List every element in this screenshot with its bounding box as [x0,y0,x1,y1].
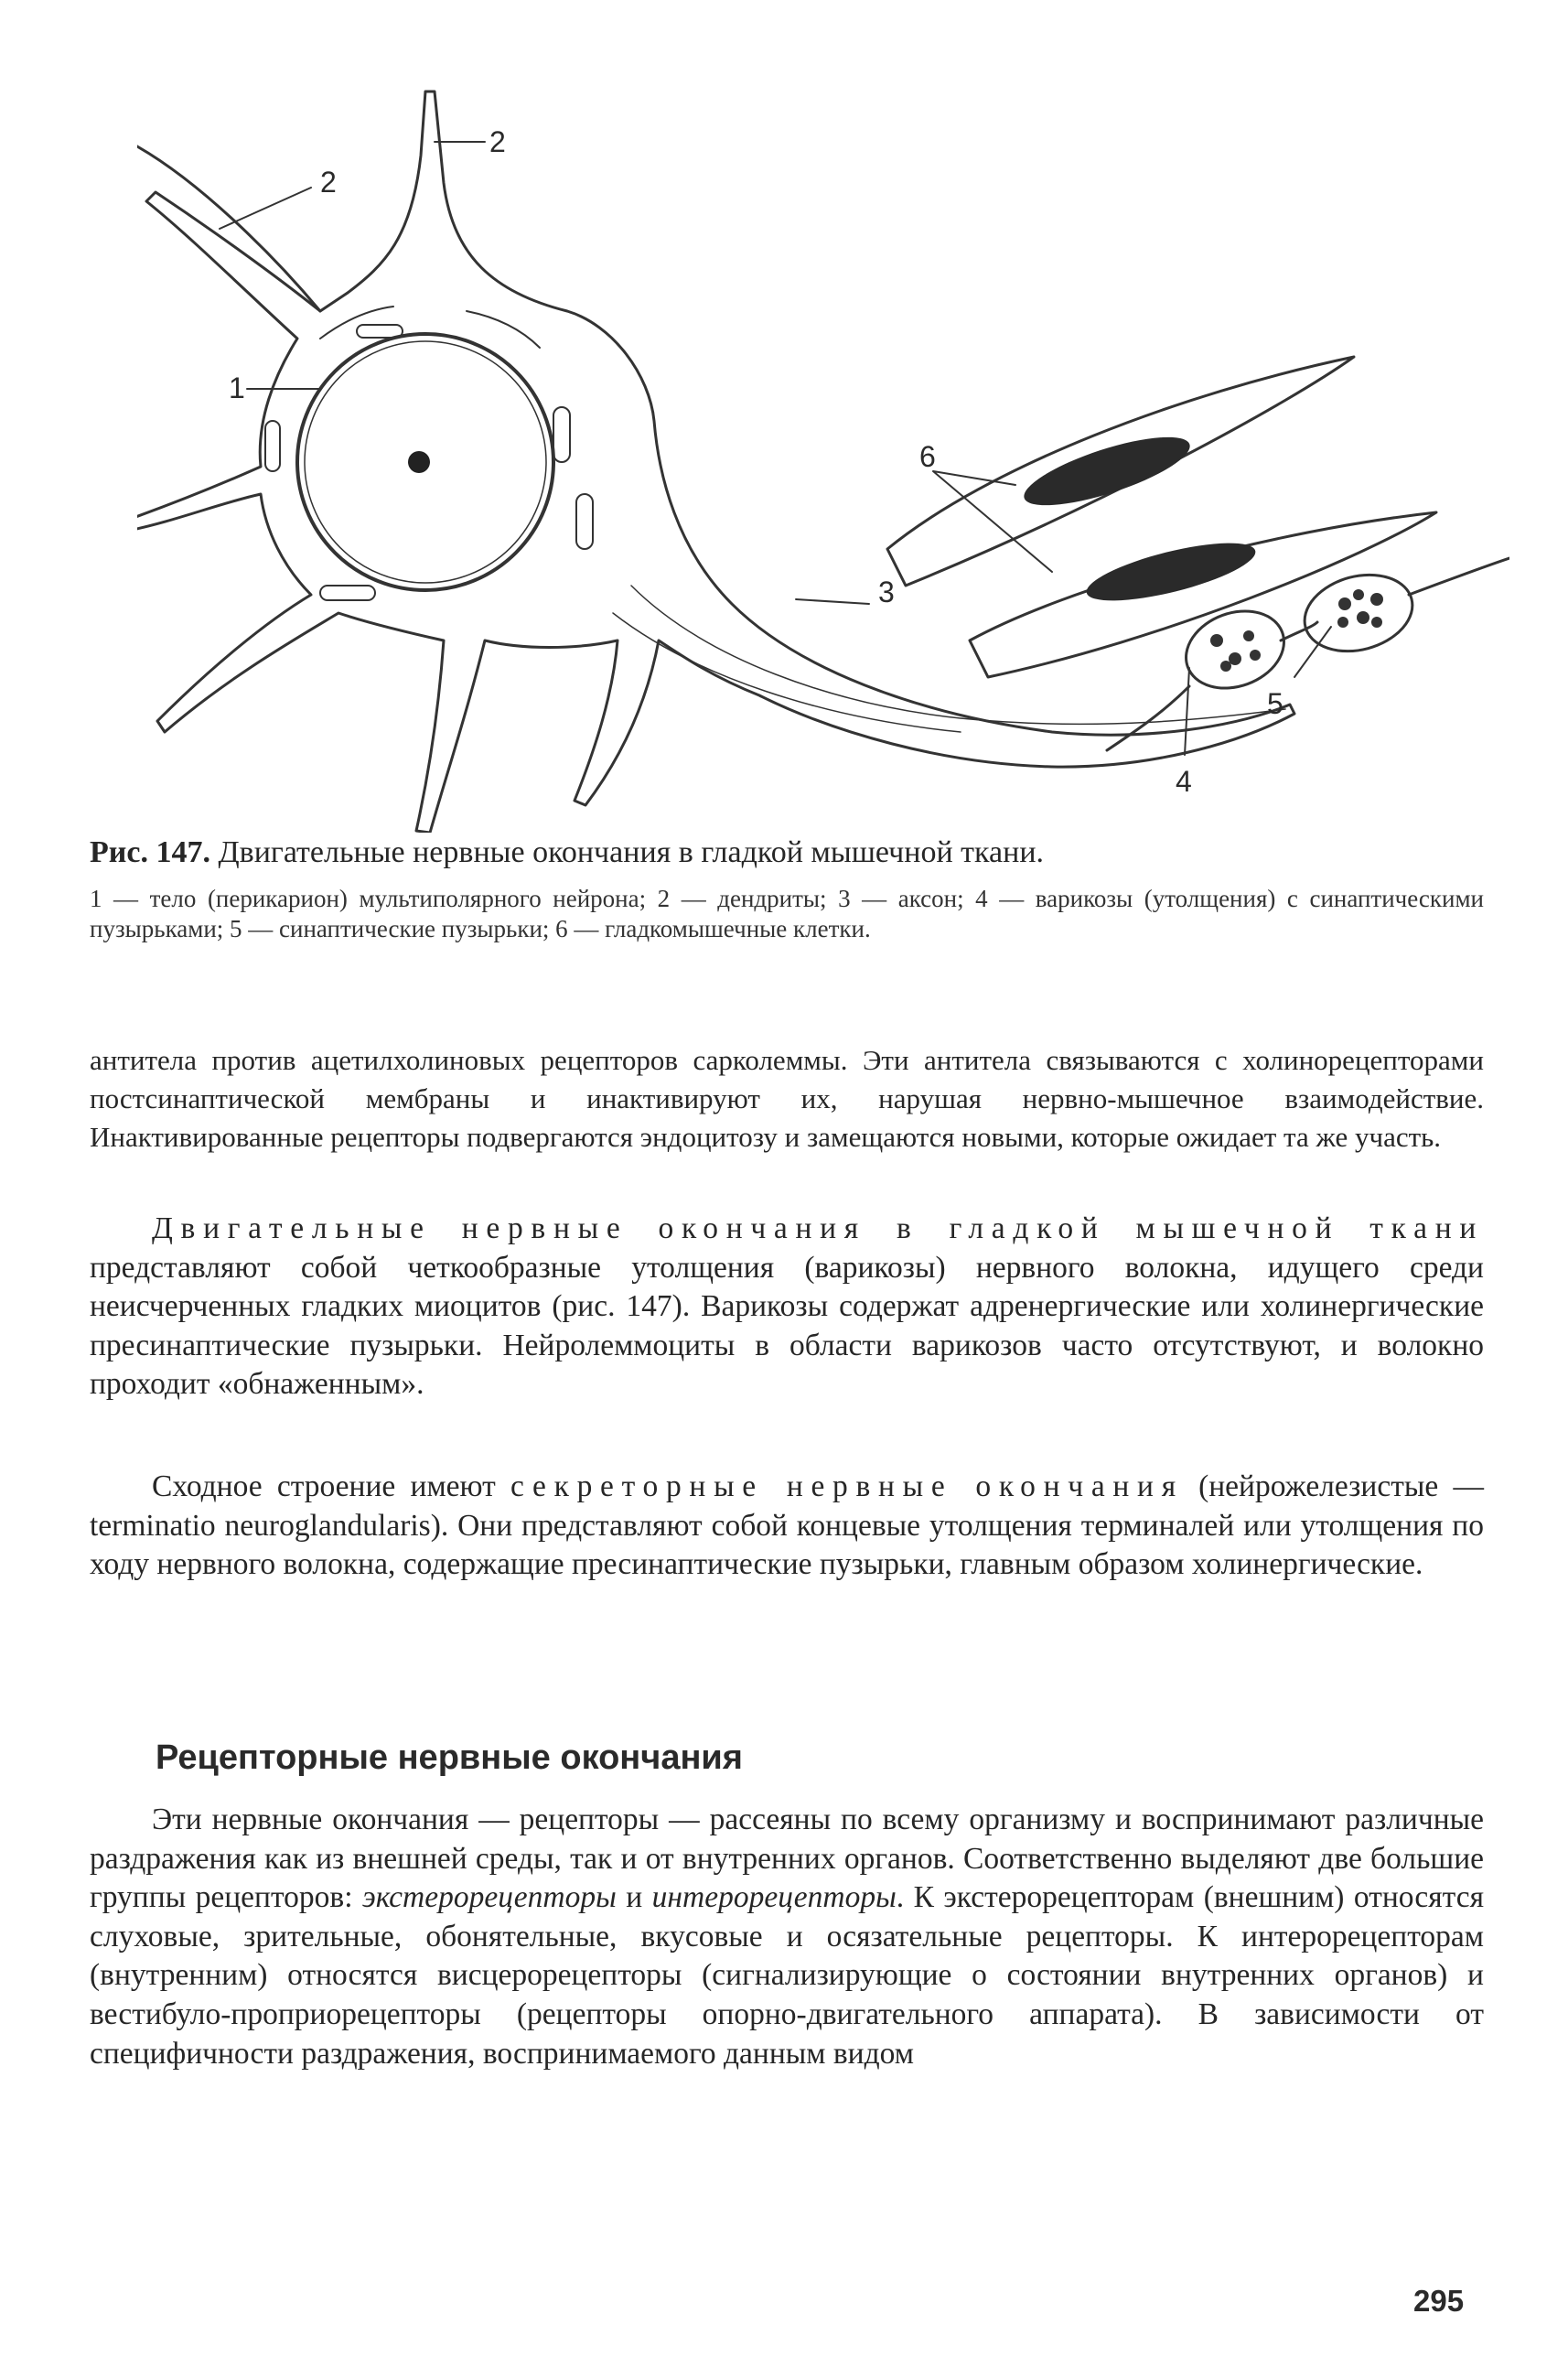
figure-caption-title [90,833,1480,873]
varicosity-1 [1176,598,1295,702]
receptors-text-1: Эти нервные окончания — рецепторы — рассеяны по всему организму и воспринимают различные раздражения как из внешней среды, так и от внутренних органов. Соответственно выделяют две большие группы рецепторов: [90,1803,1484,1915]
section-heading: Рецепторные нервные окончания [156,1738,743,1777]
paragraph-secretory-endings [90,1468,1484,1585]
label-3: 3 [878,576,895,608]
dendrite-left [137,146,320,311]
term-exteroreceptors: экстерорецепторы [362,1880,617,1915]
paragraph-motor-endings [90,1210,1484,1405]
secretory-intro: Сходное строение имеют [152,1469,511,1503]
secretory-text: (нейрожелезистые — terminatio neuroglandularis). Они представляют собой концевые утолщения терминалей или утолщения по ходу нервного волокна, содержащие пресинаптические пузырьки, главным образом холинергические. [90,1469,1484,1582]
figure-number: Рис. 147. [90,835,210,869]
smooth-muscle-cell-2 [970,512,1436,677]
label-6: 6 [919,440,936,473]
figure-legend: 1 — тело (перикарион) мультиполярного нейрона; 2 — дендриты; 3 — аксон; 4 — варикозы (утолщения) с синаптическими пузырьками; 5 — синаптические пузырьки; 6 — гладкомышечные клетки. [90,885,1484,942]
neuron-illustration [137,73,1509,833]
figure-147 [137,73,1509,833]
nucleolus [408,451,430,473]
paragraph-antibodies: антитела против ацетилхолиновых рецепторов сарколеммы. Эти антитела связываются с холинорецепторами постсинаптической мембраны и инактивируют их, нарушая нервно-мышечное взаимодействие. Инактивированные рецепторы подвергаются эндоцитозу и замещаются новыми, которые ожидает та же участь. [90,1044,1484,1153]
motor-endings-text: представляют собой четкообразные утолщения (варикозы) нервного волокна, идущего среди неисчерченных гладких миоцитов (рис. 147). Варикозы содержат адренергические или холинергические пресинаптические пузырьки. Нейролеммоциты в области варикозов часто отсутствуют, и волокно проходит «обнаженным». [90,1250,1484,1402]
receptors-text-2: . К экстерорецепторам (внешним) относятся слуховые, зрительные, обонятельные, вкусовые и осязательные рецепторы. К интерорецепторам (внутренним) относятся висцерорецепторы (сигнализирующие о состоянии внутренних органов) и вестибуло-проприорецепторы (рецепторы опорно-двигательного аппарата). В зависимости от специфичности раздражения, воспринимаемого данным видом [90,1880,1484,2071]
label-5: 5 [1267,687,1283,720]
figure-title: Двигательные нервные окончания в гладкой мышечной ткани. [218,835,1045,869]
paragraph-receptors [90,1801,1484,2073]
label-4: 4 [1176,765,1192,798]
term-interoreceptors: интерорецепторы [651,1880,897,1915]
label-2-top: 2 [489,125,506,158]
label-1: 1 [229,371,245,404]
receptors-and: и [616,1880,652,1915]
page-number: 295 [1413,2284,1465,2318]
term-secretory-endings: секреторные нервные окончания [510,1469,1184,1503]
label-2-left: 2 [320,166,337,199]
term-motor-endings: Двигательные нервные окончания в гладкой мышечной ткани [152,1211,1484,1245]
